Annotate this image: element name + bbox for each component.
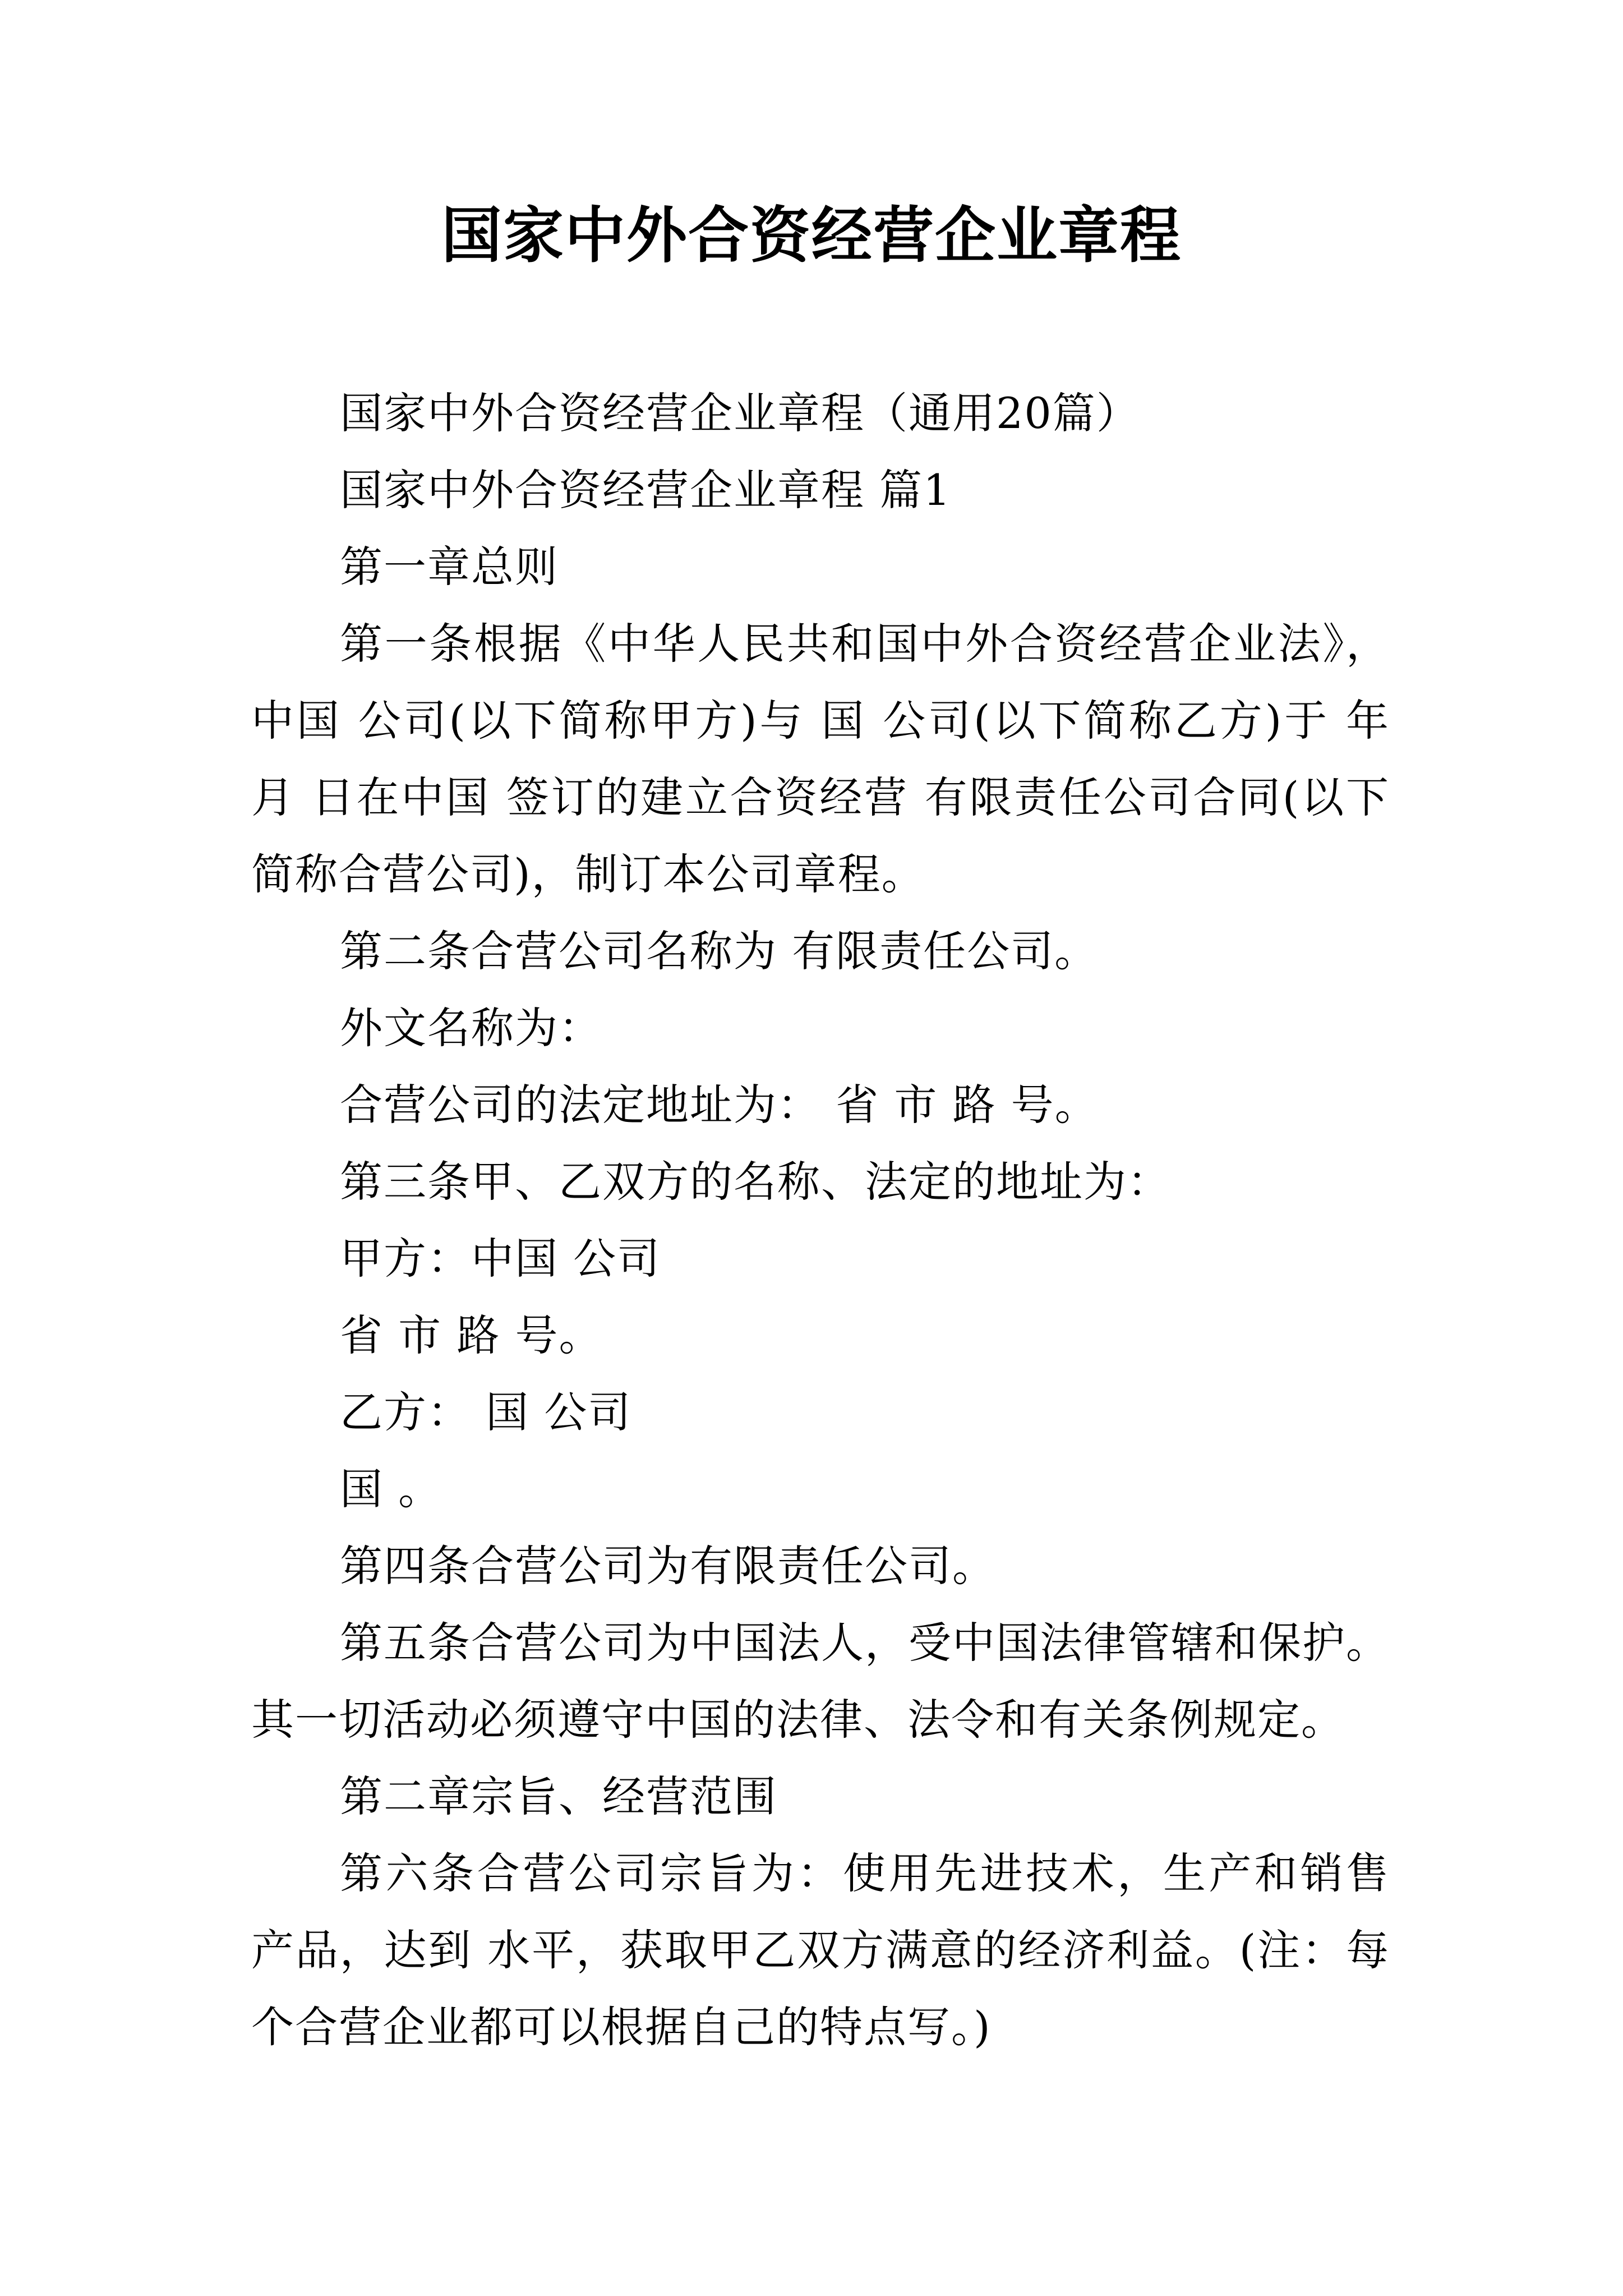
paragraph-article-4: 第四条合营公司为有限责任公司。 [340, 1541, 996, 1591]
paragraph-article-3: 第三条甲、乙双方的名称、法定的地址为： [340, 1157, 1171, 1207]
paragraph-party-b: 乙方： 国 公司 [340, 1387, 632, 1437]
paragraph-chapter-2: 第二章宗旨、经营范围 [340, 1772, 777, 1821]
paragraph-party-b-address: 国 。 [340, 1464, 442, 1514]
paragraph-article-6: 第六条合营公司宗旨为：使用先进技术，生产和销售 产品，达到 水平，获取甲乙双方满意的经济利益。(注：每个合营企业都可以根据自己的特点写。) [251, 1848, 1390, 2052]
paragraph-article-1: 第一条根据《中华人民共和国中外合资经营企业法》，中国 公司(以下简称甲方)与 国 公司(以下简称乙方)于 年 月 日在中国 签订的建立合资经营 有限责任公司合同(以下简称合营公司)，制订本公司章程。 [251, 619, 1390, 899]
paragraph-party-a-address: 省 市 路 号。 [340, 1310, 603, 1360]
paragraph-party-a: 甲方：中国 公司 [340, 1234, 661, 1283]
document-title: 国家中外合资经营企业章程 [441, 200, 1182, 271]
paragraph-legal-address: 合营公司的法定地址为： 省 市 路 号。 [340, 1080, 1099, 1130]
document-body [251, 375, 1390, 2065]
paragraph-part-heading: 国家中外合资经营企业章程 篇1 [340, 465, 952, 515]
paragraph-subtitle: 国家中外合资经营企业章程（通用20篇） [340, 388, 1140, 438]
paragraph-chapter-1: 第一章总则 [340, 542, 559, 592]
paragraph-article-5: 第五条合营公司为中国法人，受中国法律管辖和保护。其一切活动必须遵守中国的法律、法令和有关条例规定。 [251, 1618, 1390, 1745]
paragraph-foreign-name: 外文名称为： [340, 1003, 602, 1053]
paragraph-article-2: 第二条合营公司名称为 有限责任公司。 [340, 926, 1099, 976]
